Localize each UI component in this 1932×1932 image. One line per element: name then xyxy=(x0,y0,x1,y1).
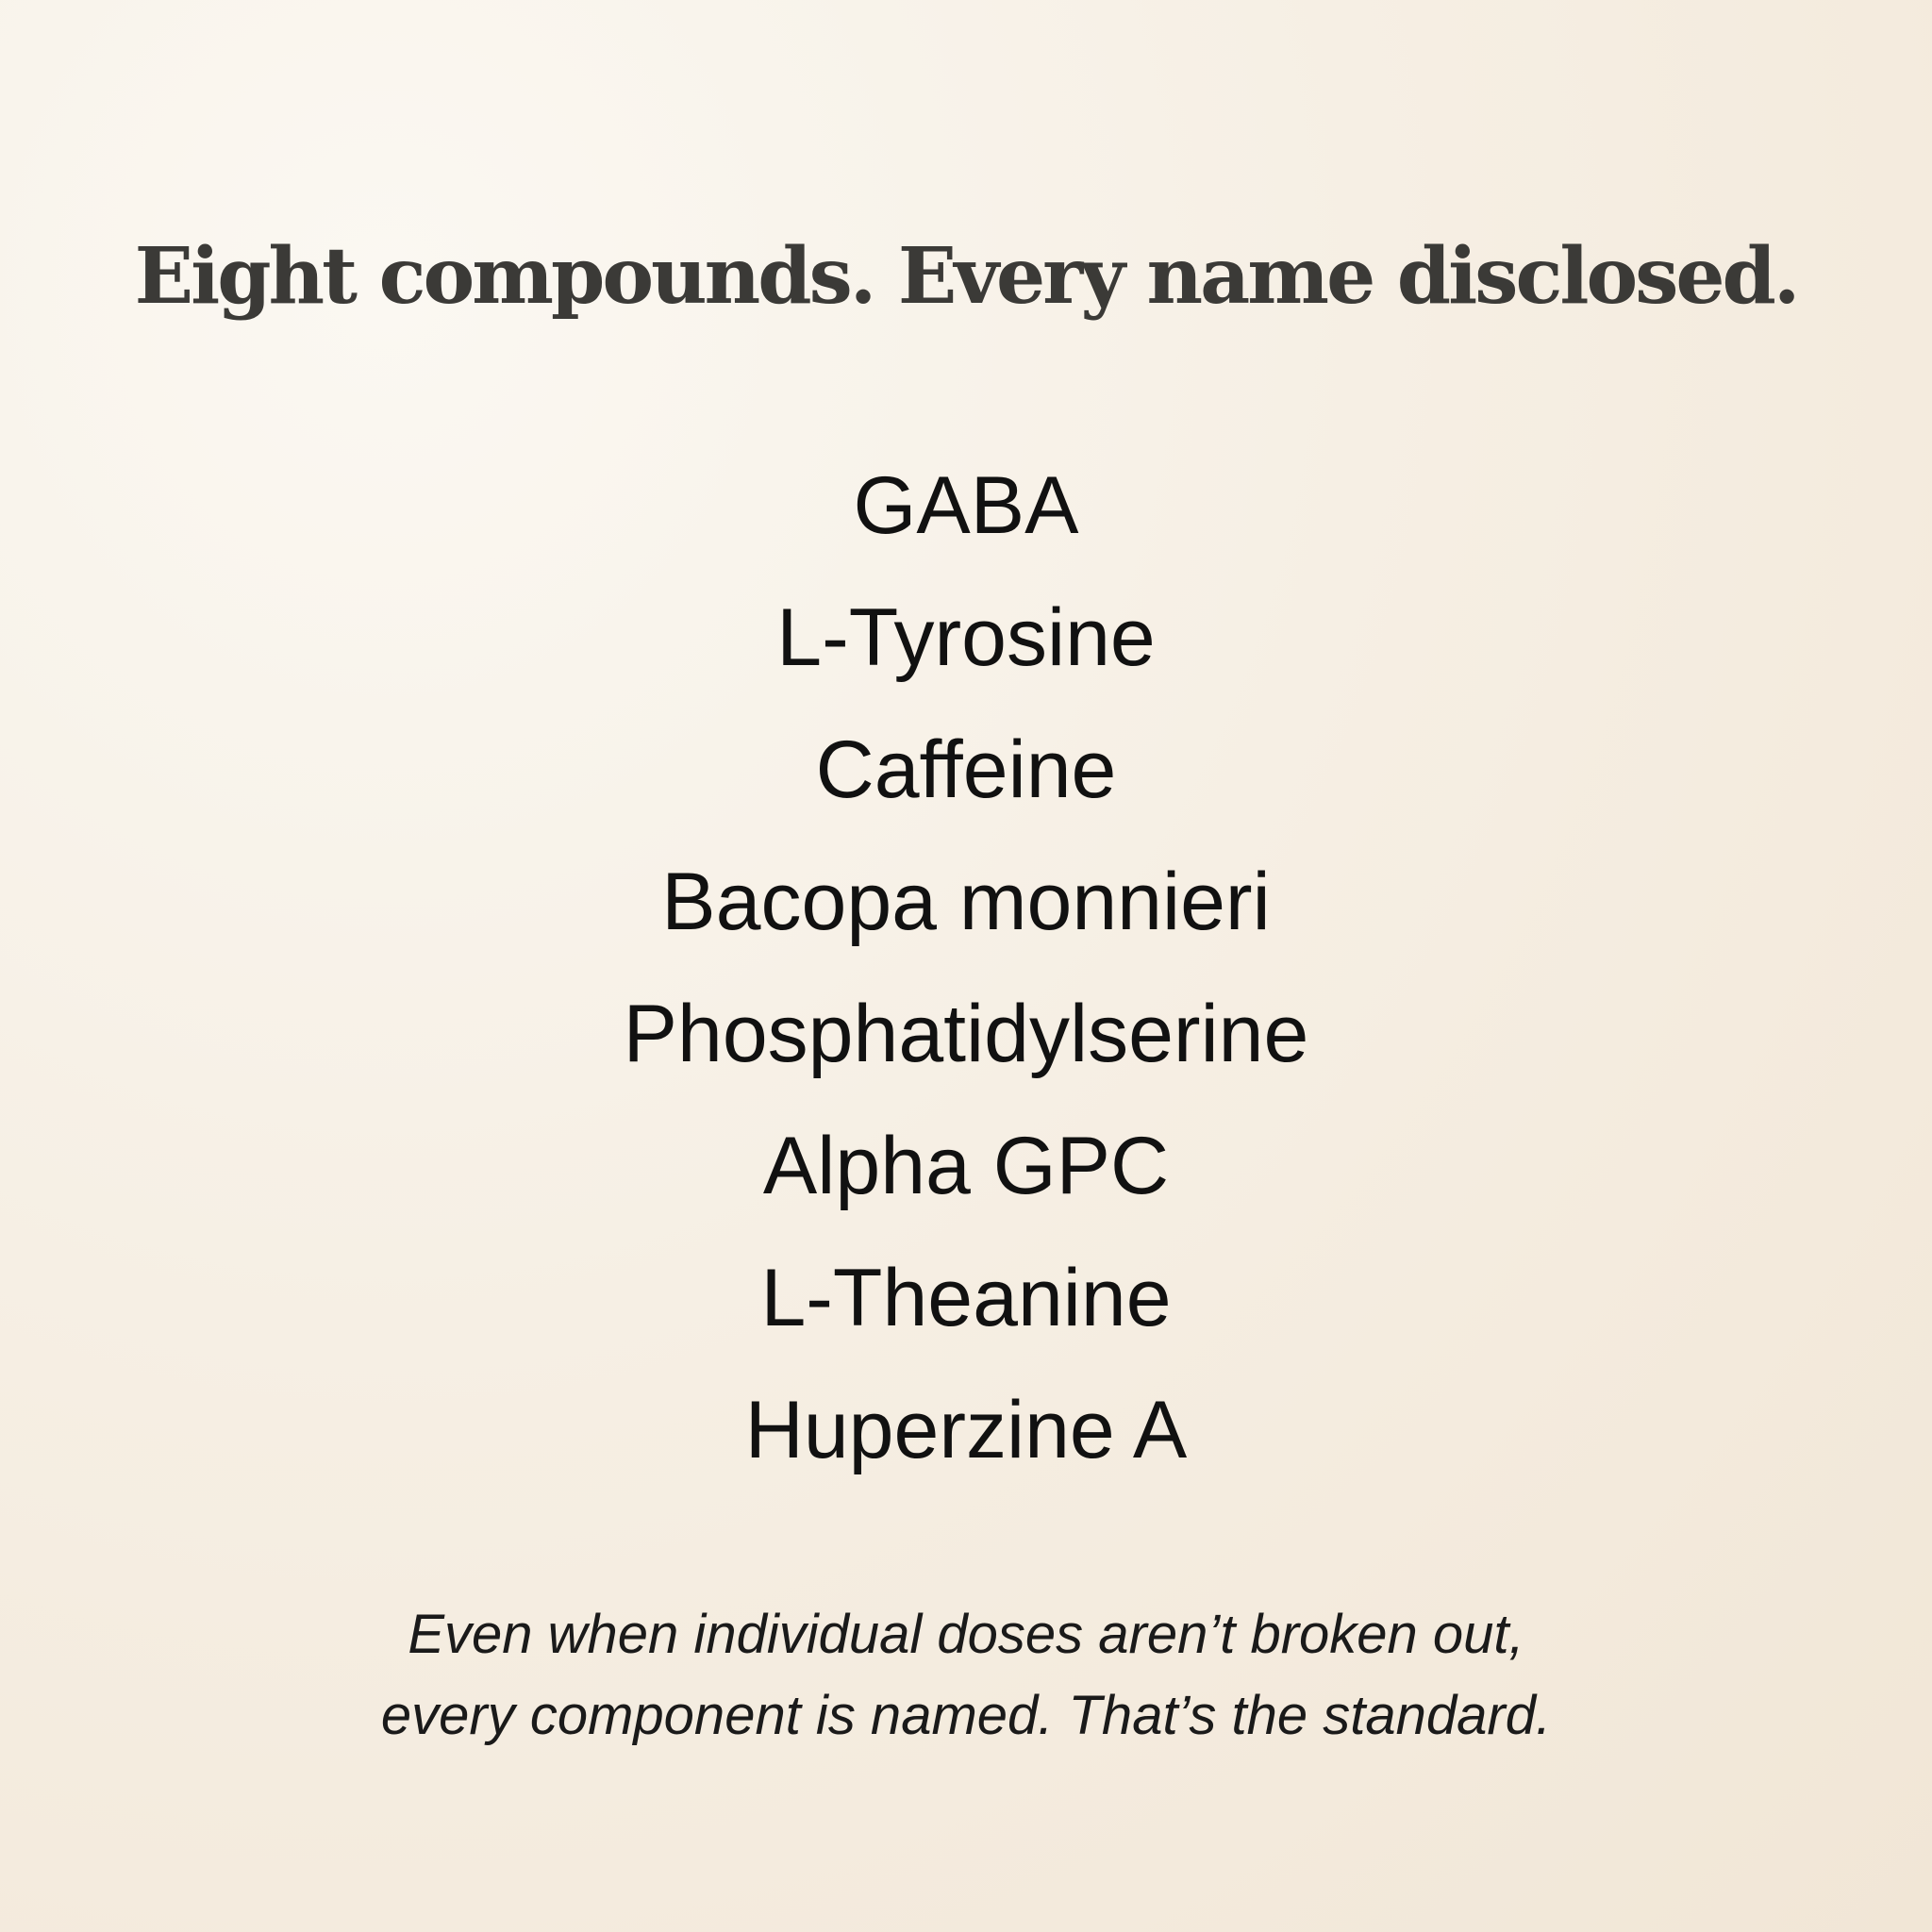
compound-item-bacopa-monnieri: Bacopa monnieri xyxy=(661,857,1271,947)
compound-item-gaba: GABA xyxy=(853,460,1079,551)
footnote-line-1: Even when individual doses aren’t broken out, xyxy=(408,1604,1524,1665)
compound-item-phosphatidylserine: Phosphatidylserine xyxy=(623,989,1309,1079)
headline: Eight compounds. Every name disclosed. xyxy=(134,231,1798,322)
footnote xyxy=(0,1594,1932,1757)
footnote-line-2: every component is named. That’s the standard. xyxy=(380,1685,1552,1746)
compound-item-caffeine: Caffeine xyxy=(815,724,1117,815)
compound-item-l-theanine: L-Theanine xyxy=(760,1253,1172,1343)
compound-item-l-tyrosine: L-Tyrosine xyxy=(776,592,1156,683)
compound-item-alpha-gpc: Alpha GPC xyxy=(762,1121,1170,1211)
compound-list xyxy=(0,454,1932,1510)
compound-item-huperzine-a: Huperzine A xyxy=(744,1385,1188,1475)
